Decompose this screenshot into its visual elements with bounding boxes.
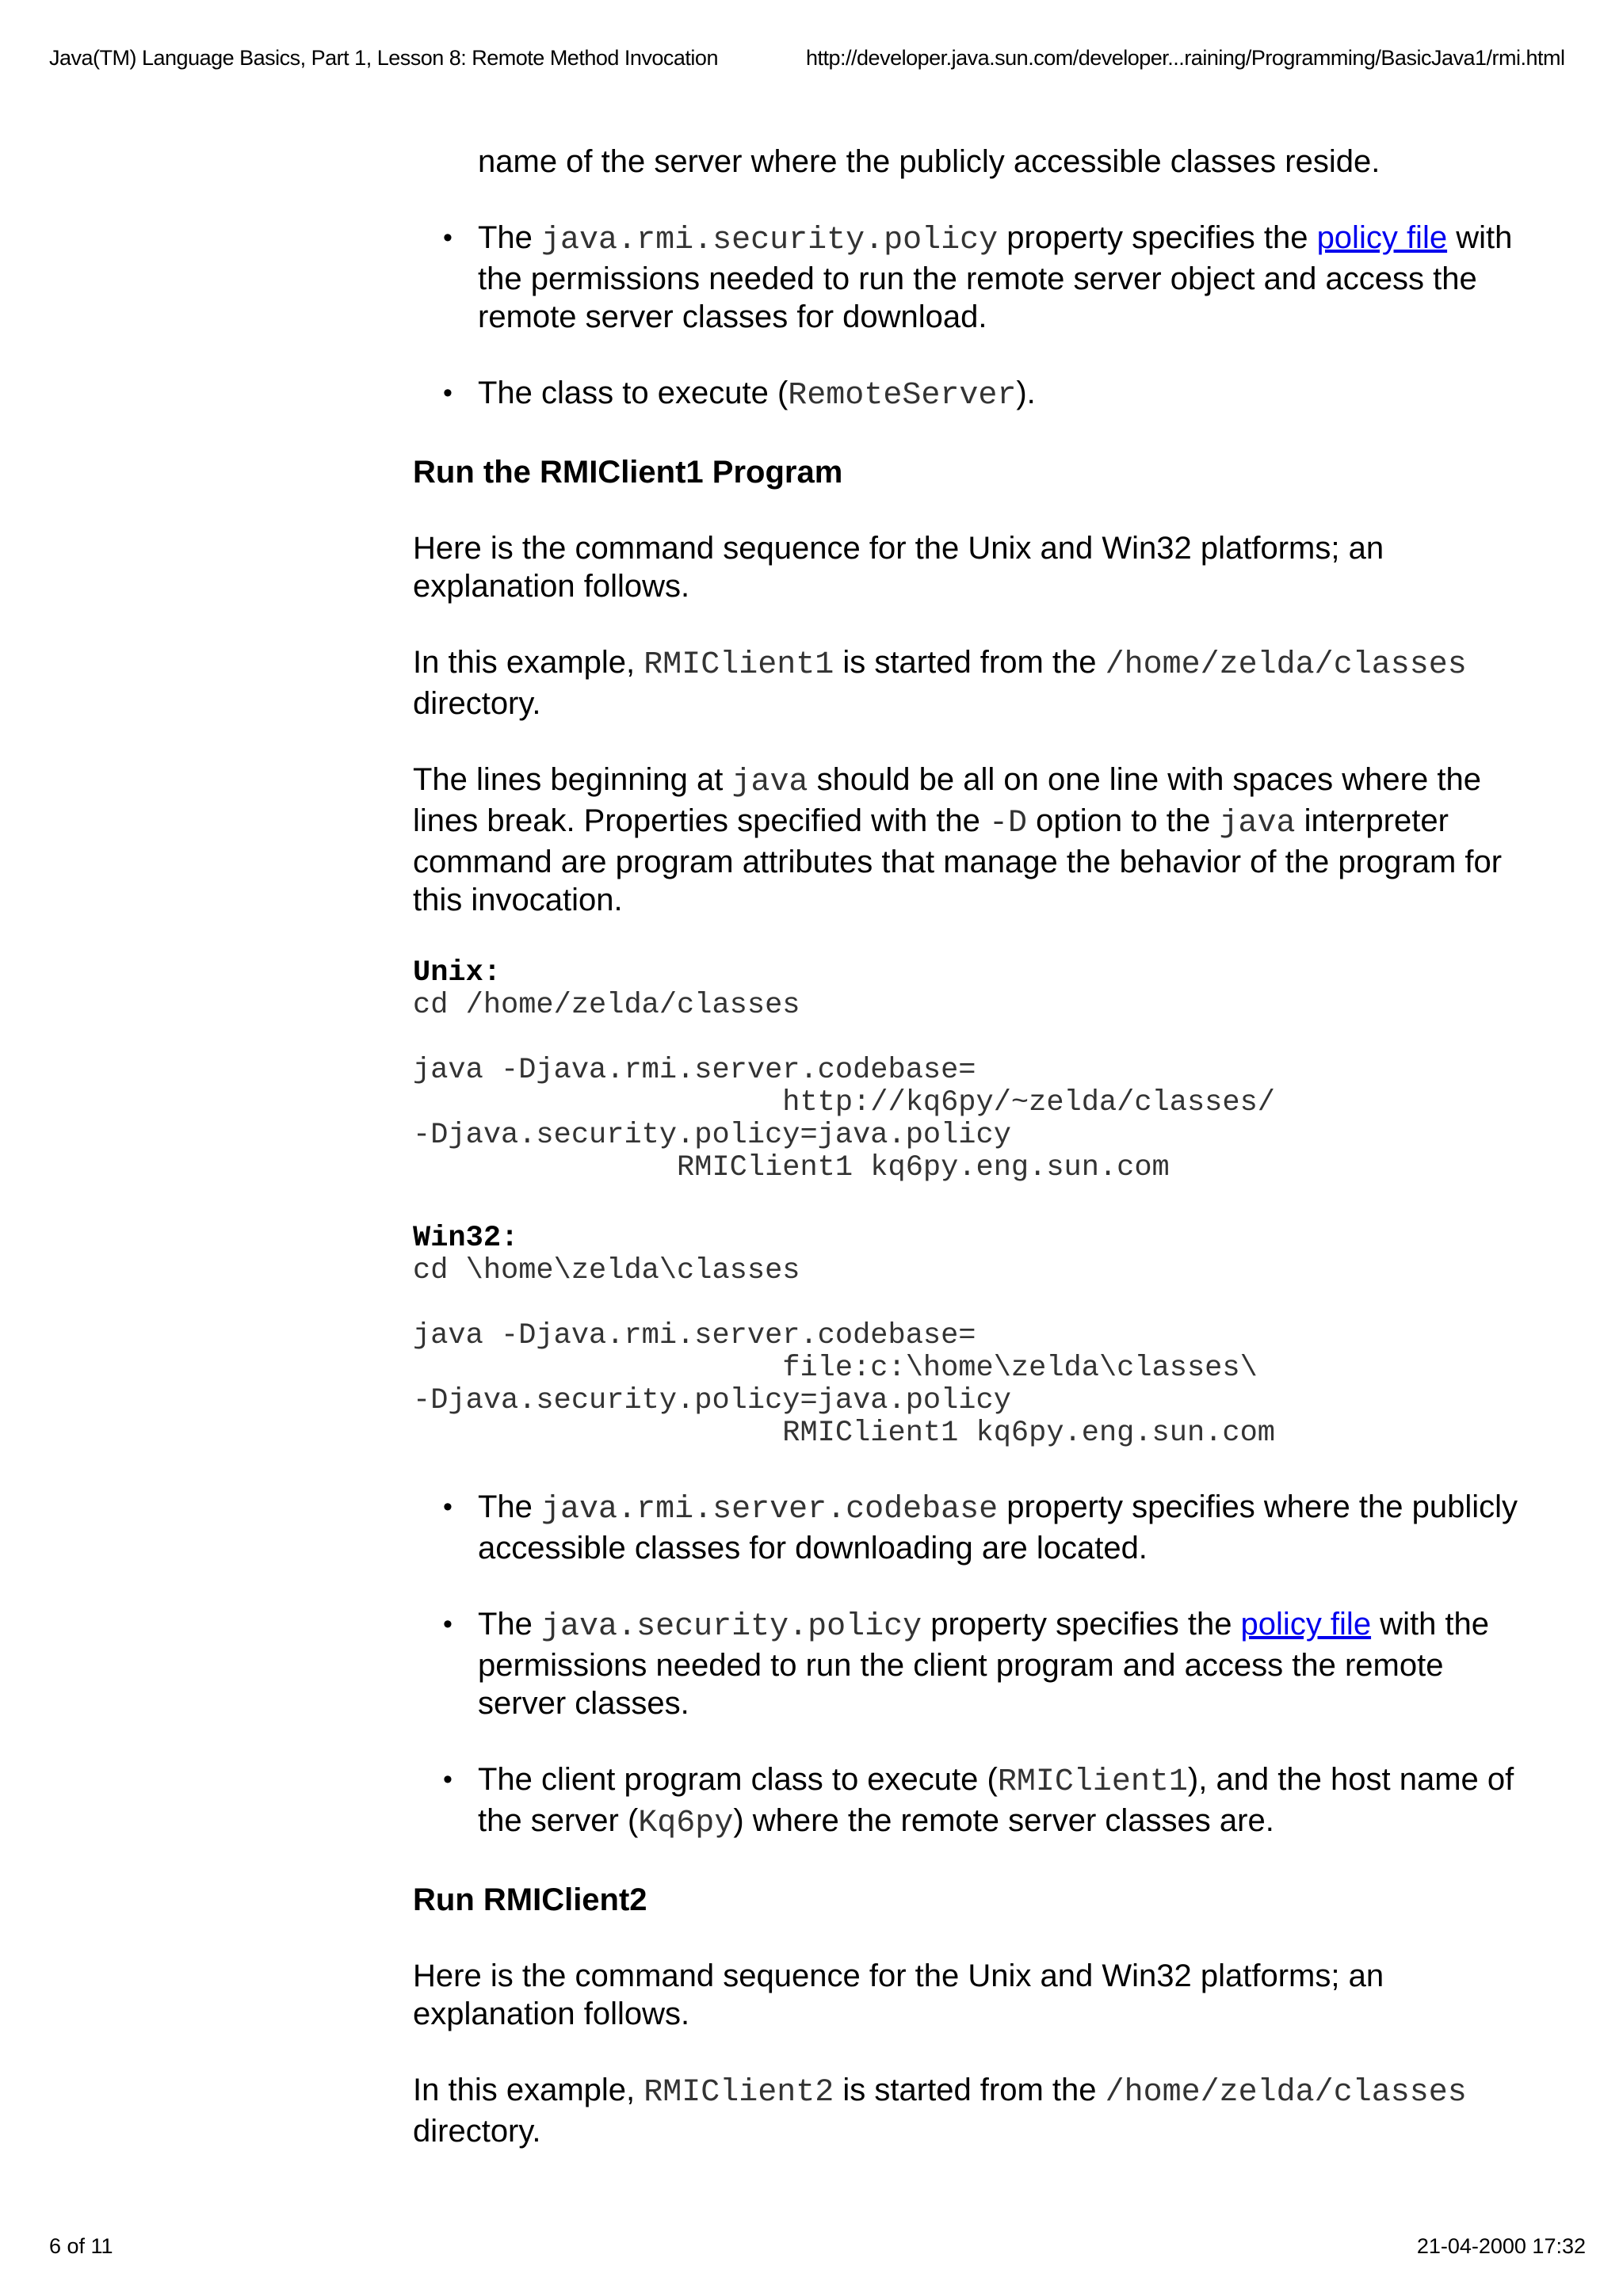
code-line: RMIClient1 kq6py.eng.sun.com <box>413 1417 1275 1450</box>
code-line: cd /home/zelda/classes <box>413 989 800 1022</box>
inline-code: java <box>731 765 808 800</box>
inline-code: java.security.policy <box>541 1609 922 1645</box>
code-line: -Djava.security.policy=java.policy <box>413 1119 1011 1152</box>
code-line: -Djava.security.policy=java.policy <box>413 1384 1011 1417</box>
code-block-label: Win32: <box>413 1222 519 1255</box>
inline-code: RemoteServer <box>788 378 1017 414</box>
code-block-label: Unix: <box>413 956 502 990</box>
list-item: • The java.rmi.server.codebase property specifies where the publicly accessible classes for downloading are located. <box>443 1489 1518 1566</box>
inline-code: RMIClient1 <box>643 647 834 683</box>
list-item: • The client program class to execute (RMIClient1), and the host name of the server (Kq6py) where the remote server classes are. <box>443 1762 1514 1841</box>
code-line: http://kq6py/~zelda/classes/ <box>413 1086 1275 1119</box>
code-line: RMIClient1 kq6py.eng.sun.com <box>413 1151 1170 1184</box>
server-properties-list <box>413 219 1522 415</box>
paragraph: In this example, RMIClient1 is started from the /home/zelda/classes directory. <box>413 645 1467 721</box>
inline-code: -D <box>989 806 1028 841</box>
list-item: • The java.rmi.security.policy property specifies the policy file with the permissions needed to run the remote server object and access the remote server classes for download. <box>443 220 1513 334</box>
policy-file-link[interactable]: policy file <box>1316 220 1448 255</box>
code-line: file:c:\home\zelda\classes\ <box>413 1352 1258 1385</box>
inline-code: Kq6py <box>638 1806 734 1841</box>
inline-code: java.rmi.server.codebase <box>541 1492 999 1527</box>
code-line: java -Djava.rmi.server.codebase= <box>413 1054 976 1087</box>
page-title: Java(TM) Language Basics, Part 1, Lesson 8: Remote Method Invocation <box>49 46 718 70</box>
paragraph: The lines beginning at java should be all on one line with spaces where the lines break. Properties specified with the -D option to the java interpreter command are program attributes that manage the behavior of the program for this invocation. <box>413 762 1503 917</box>
page-number: 6 of 11 <box>49 2234 113 2258</box>
list-item: • The class to execute (RemoteServer). <box>443 376 1036 414</box>
policy-file-link[interactable]: policy file <box>1240 1607 1372 1642</box>
inline-code: java.rmi.security.policy <box>541 223 999 258</box>
page-url: http://developer.java.sun.com/developer...raining/Programming/BasicJava1/rmi.html <box>806 46 1565 70</box>
inline-code: /home/zelda/classes <box>1105 647 1467 683</box>
article-body <box>413 143 1522 2188</box>
bullet-icon: • <box>443 378 453 408</box>
inline-code: RMIClient2 <box>643 2075 834 2111</box>
bullet-icon: • <box>443 1492 453 1522</box>
unix-command-block <box>413 957 1522 1184</box>
inline-code: /home/zelda/classes <box>1105 2075 1467 2111</box>
code-line: java -Djava.rmi.server.codebase= <box>413 1319 976 1352</box>
code-line: cd \home\zelda\classes <box>413 1254 800 1287</box>
section-heading-rmiclient2: Run RMIClient2 <box>413 1882 647 1917</box>
bullet-icon: • <box>443 1764 453 1794</box>
section-heading-rmiclient1: Run the RMIClient1 Program <box>413 455 843 490</box>
paragraph: In this example, RMIClient2 is started from the /home/zelda/classes directory. <box>413 2073 1467 2149</box>
list-item: • The java.security.policy property specifies the policy file with the permissions needed to run the client program and access the remote server classes. <box>443 1607 1490 1721</box>
bullet-icon: • <box>443 223 453 253</box>
paragraph: Here is the command sequence for the Unix and Win32 platforms; an explanation follows. <box>413 1958 1384 2031</box>
client-properties-list <box>413 1488 1522 1843</box>
inline-code: RMIClient1 <box>997 1764 1188 1800</box>
win32-command-block <box>413 1222 1522 1450</box>
paragraph: Here is the command sequence for the Unix and Win32 platforms; an explanation follows. <box>413 531 1384 604</box>
print-timestamp: 21-04-2000 17:32 <box>1416 2234 1586 2258</box>
continued-bullet-text: name of the server where the publicly accessible classes reside. <box>478 144 1381 179</box>
bullet-icon: • <box>443 1609 453 1639</box>
inline-code: java <box>1219 806 1296 841</box>
print-header <box>0 46 1623 78</box>
